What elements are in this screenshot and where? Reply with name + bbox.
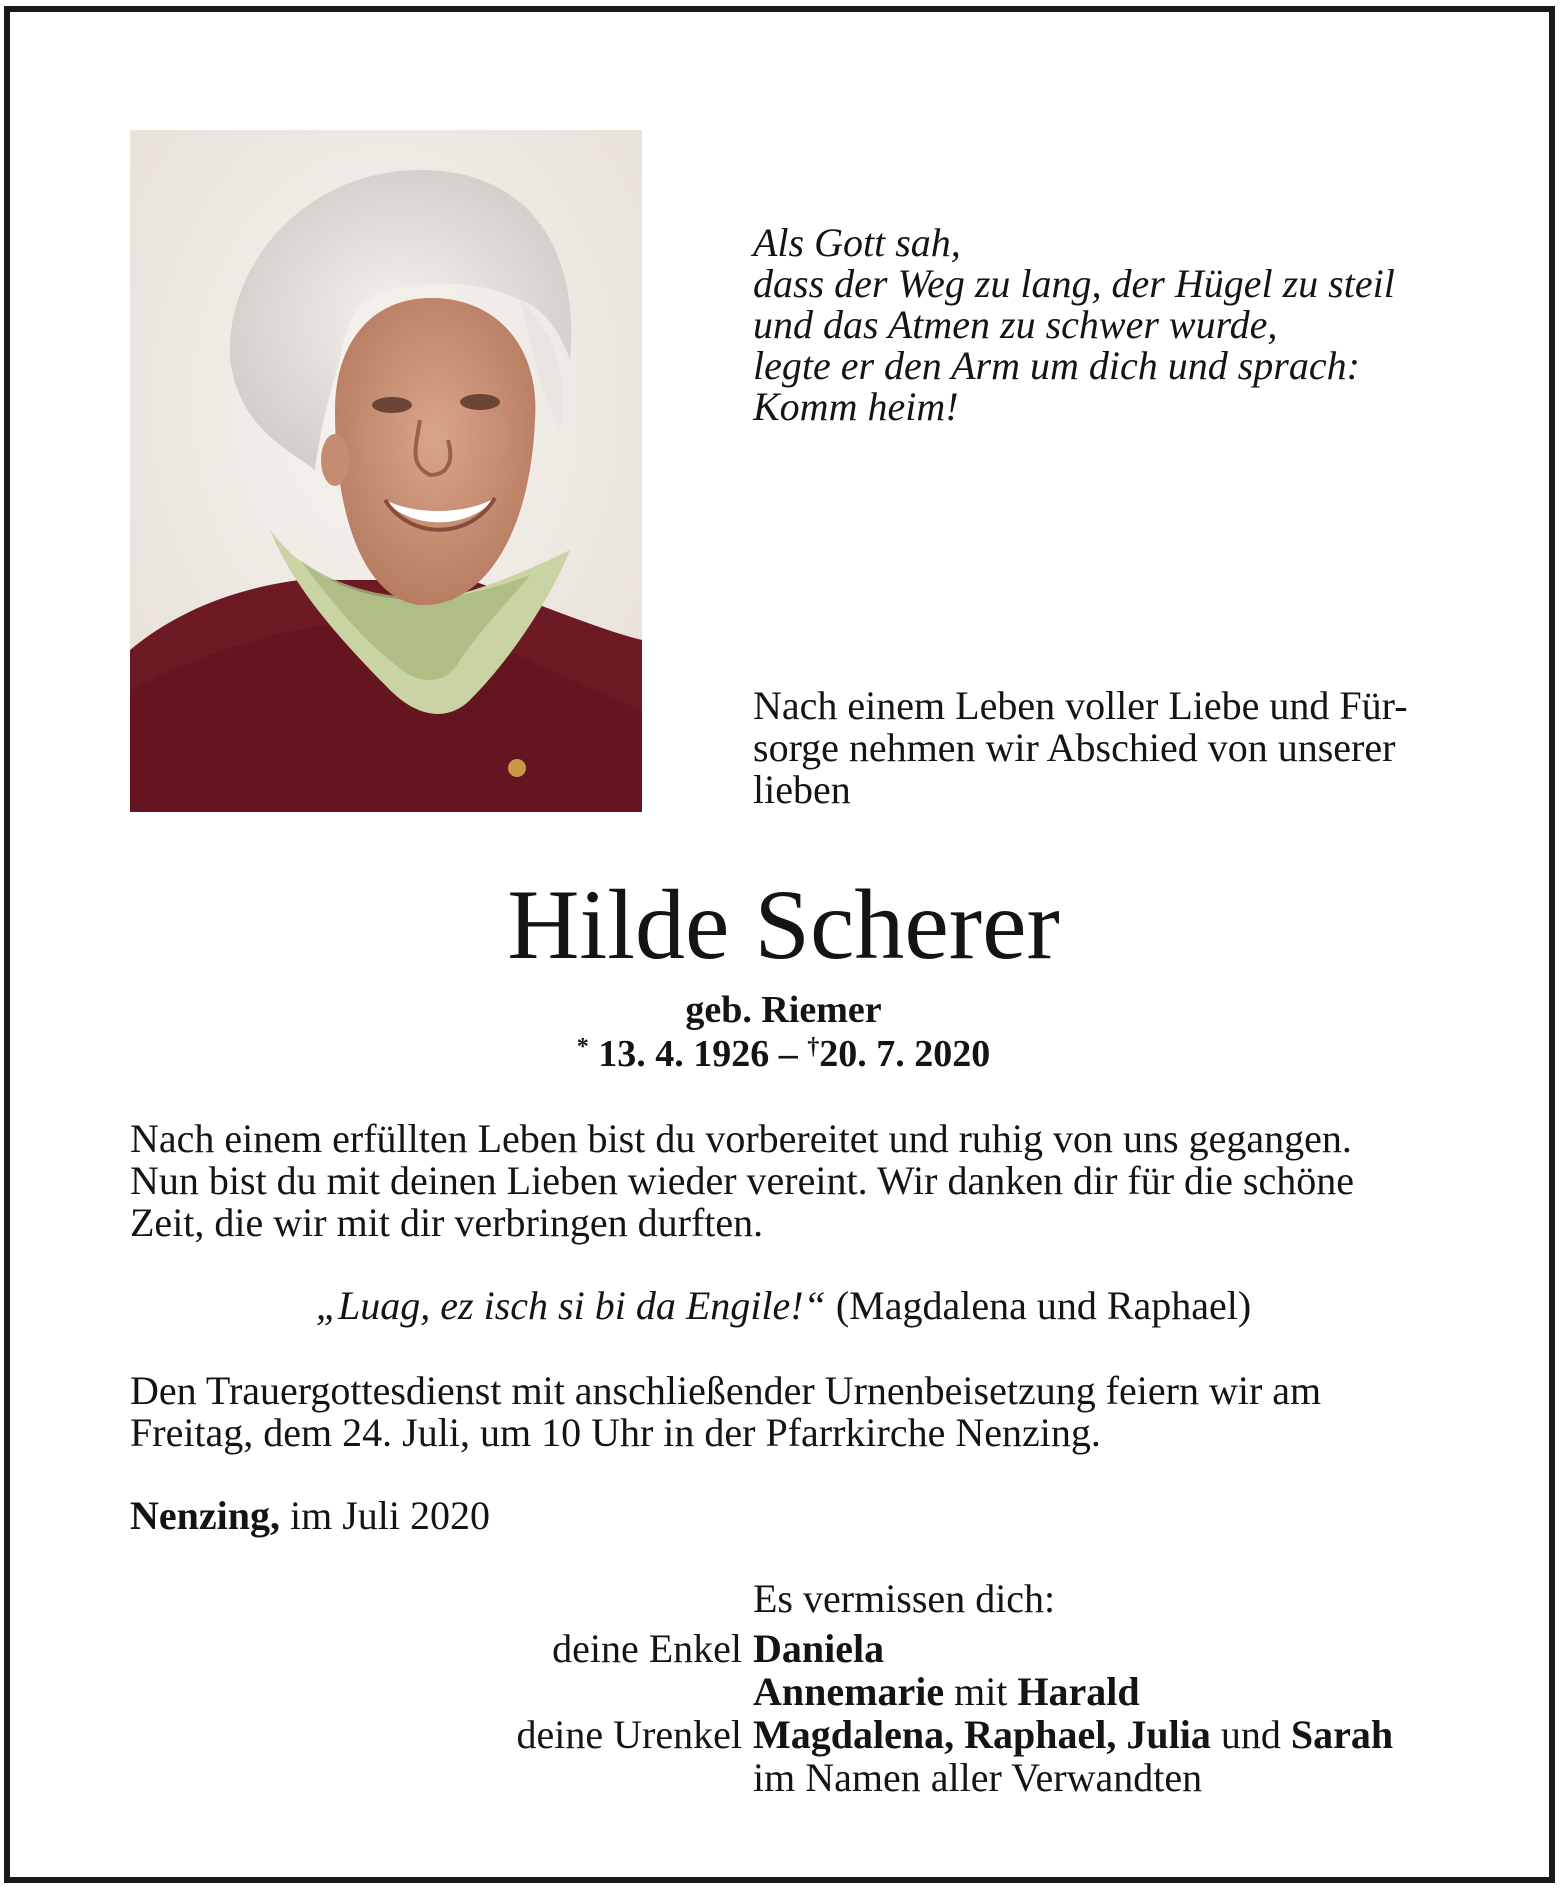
relation-label: deine Urenkel [516, 1712, 742, 1757]
poem-line: Als Gott sah, [753, 220, 961, 265]
mourner-name: Annemarie [753, 1669, 945, 1714]
paragraph-line: Freitag, dem 24. Juli, um 10 Uhr in der Pfarrkirche Nenzing. [130, 1410, 1101, 1455]
mourner-row [0, 1713, 1567, 1756]
portrait-image [130, 130, 642, 812]
paragraph-line: Nach einem erfüllten Leben bist du vorbereitet und ruhig von uns gegangen. [130, 1116, 1352, 1161]
poem [753, 222, 1473, 427]
paragraph-line: Zeit, die wir mit dir verbringen durften. [130, 1200, 764, 1245]
mourner-names [753, 1627, 884, 1670]
death-date: 20. 7. 2020 [819, 1033, 991, 1075]
portrait-photo [130, 130, 642, 812]
birth-date: 13. 4. 1926 [598, 1033, 770, 1075]
paragraph-line: Den Trauergottesdienst mit anschließender Urnenbeisetzung feiern wir am [130, 1368, 1322, 1413]
intro-line: Nach einem Leben voller Liebe und Für- [753, 683, 1408, 728]
relation-label: deine Enkel [552, 1626, 742, 1671]
place-date [130, 1495, 490, 1537]
place: Nenzing, [130, 1493, 280, 1538]
poem-line: Komm heim! [753, 384, 959, 429]
mourner-name: Daniela [753, 1626, 885, 1671]
closing-line: im Namen aller Verwandten [753, 1755, 1203, 1800]
connector: und [1220, 1712, 1281, 1757]
poem-line: und das Atmen zu schwer wurde, [753, 302, 1278, 347]
deceased-name: Hilde Scherer [507, 869, 1060, 980]
date-separator: – [778, 1033, 798, 1075]
mourners-list [0, 1627, 1567, 1799]
birth-mark: * [576, 1034, 589, 1060]
intro-line: lieben [753, 767, 851, 812]
born-name: geb. Riemer [685, 989, 882, 1031]
intro-text [753, 685, 1465, 811]
quote-text: „Luag, ez isch si bi da Engile!“ [315, 1283, 826, 1328]
intro-line: sorge nehmen wir Abschied von unserer [753, 725, 1396, 770]
mourners-title: Es vermissen dich: [753, 1576, 1056, 1621]
poem-line: dass der Weg zu lang, der Hügel zu steil [753, 261, 1395, 306]
date: im Juli 2020 [290, 1493, 491, 1538]
paragraph-line: Nun bist du mit deinen Lieben wieder vereint. Wir danken dir für die schöne [130, 1158, 1354, 1203]
paragraph-funeral [130, 1370, 1450, 1454]
poem-line: legte er den Arm um dich und sprach: [753, 343, 1360, 388]
mourner-row [0, 1756, 1567, 1799]
mourner-name: Sarah [1290, 1712, 1394, 1757]
paragraph-life [130, 1118, 1450, 1244]
mourner-row [0, 1670, 1567, 1713]
mourner-name: Harald [1017, 1669, 1140, 1714]
life-dates [0, 1033, 1567, 1075]
mourner-names [753, 1713, 1393, 1756]
mourner-row [0, 1627, 1567, 1670]
quote [0, 1285, 1567, 1327]
mourner-names [753, 1670, 1140, 1713]
connector: mit [954, 1669, 1008, 1714]
quote-attribution: (Magdalena und Raphael) [835, 1283, 1252, 1328]
mourner-name: Magdalena, Raphael, Julia [753, 1712, 1211, 1757]
death-mark: † [807, 1034, 820, 1060]
